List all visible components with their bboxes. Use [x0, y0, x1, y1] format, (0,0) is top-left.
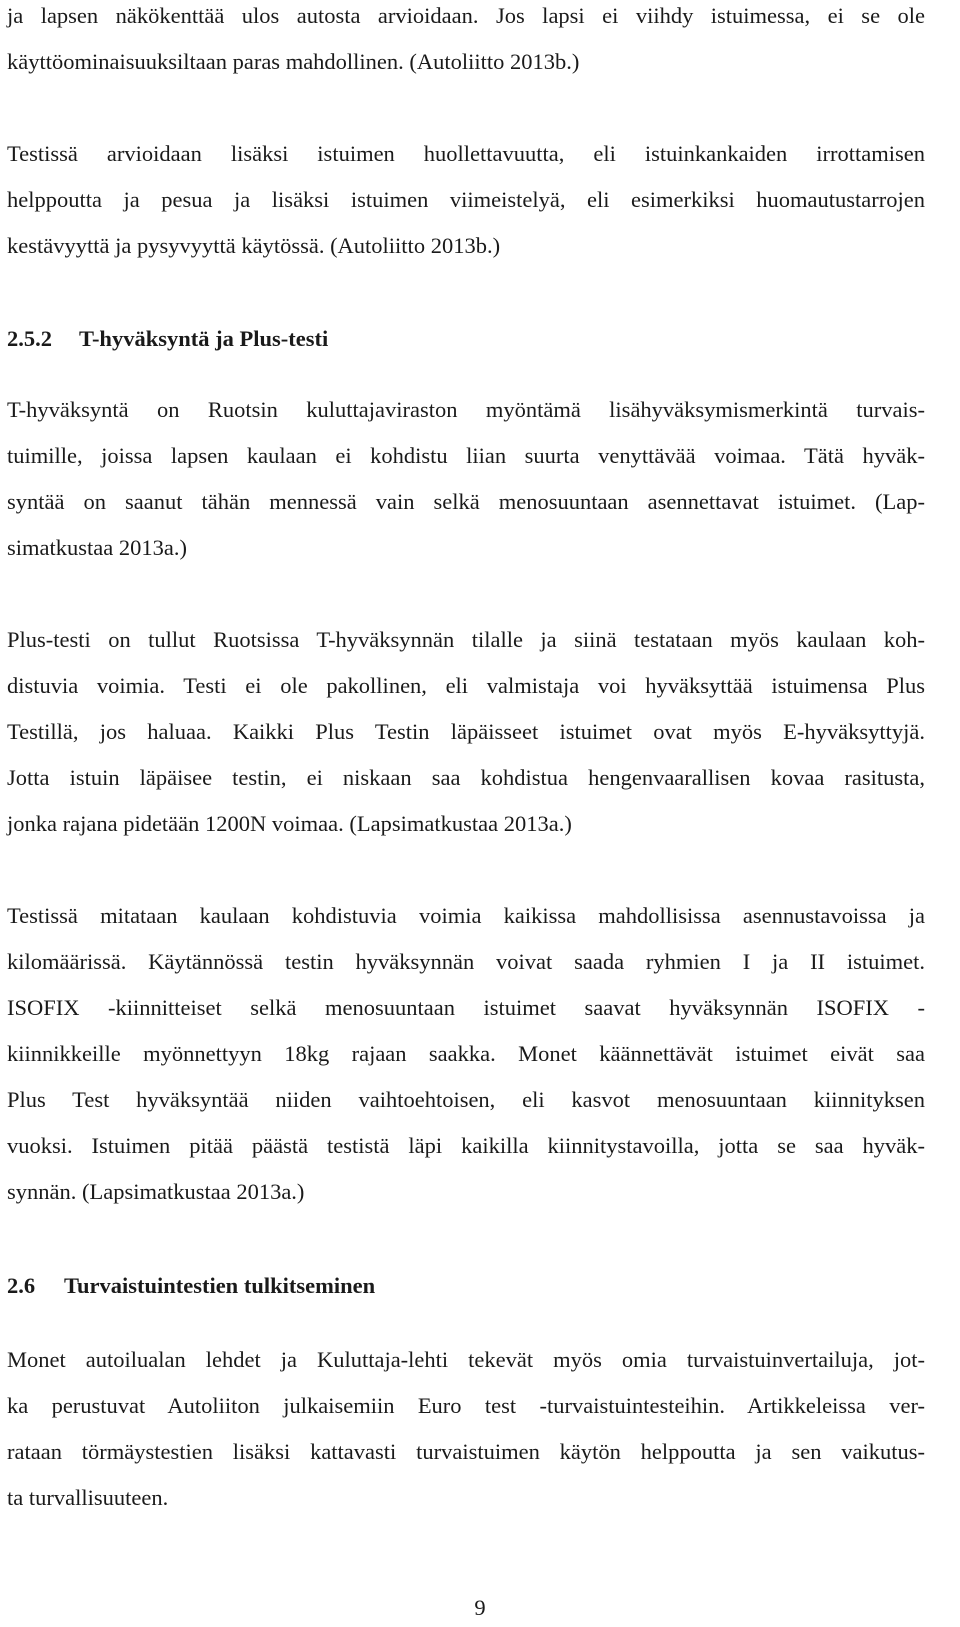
section-number: 2.5.2 — [7, 326, 52, 351]
text-line: ja lapsen näkökenttää ulos autosta arvioidaan. Jos lapsi ei viihdy istuimessa, ei se ole — [7, 3, 925, 28]
section-title: T-hyväksyntä ja Plus-testi — [79, 326, 329, 351]
text-line: kestävyyttä ja pysyvyyttä käytössä. (Autoliitto 2013b.) — [7, 233, 501, 258]
text-line: distuvia voimia. Testi ei ole pakollinen, eli valmistaja voi hyväksyttää istuimensa Plus — [7, 673, 925, 698]
text-line: kiinnikkeille myönnettyyn 18kg rajaan saakka. Monet käännettävät istuimet eivät saa — [7, 1041, 925, 1066]
text-line: kilomäärissä. Käytännössä testin hyväksynnän voivat saada ryhmien I ja II istuimet. — [7, 949, 925, 974]
text-line: ISOFIX -kiinnitteiset selkä menosuuntaan istuimet saavat hyväksynnän ISOFIX - — [7, 995, 925, 1020]
text-line: T-hyväksyntä on Ruotsin kuluttajaviraston myöntämä lisähyväksymismerkintä turvais- — [7, 397, 925, 422]
section-heading-2-5-2 — [7, 328, 328, 351]
text-line: Plus Test hyväksyntää niiden vaihtoehtoisen, eli kasvot menosuuntaan kiinnityksen — [7, 1087, 925, 1112]
text-line: käyttöominaisuuksiltaan paras mahdollinen. (Autoliitto 2013b.) — [7, 49, 580, 74]
text-line: synnän. (Lapsimatkustaa 2013a.) — [7, 1179, 305, 1204]
text-line: Plus-testi on tullut Ruotsissa T-hyväksynnän tilalle ja siinä testataan myös kaulaan koh- — [7, 627, 925, 652]
text-line: rataan törmäystestien lisäksi kattavasti turvaistuimen käytön helppoutta ja sen vaikutus- — [7, 1439, 925, 1464]
text-line: Monet autoilualan lehdet ja Kuluttaja-lehti tekevät myös omia turvaistuinvertailuja, jot- — [7, 1347, 925, 1372]
text-line: Testissä mitataan kaulaan kohdistuvia voimia kaikissa mahdollisissa asennustavoissa ja — [7, 903, 925, 928]
page-number: 9 — [474, 1595, 486, 1620]
section-number: 2.6 — [7, 1273, 36, 1298]
text-line: helppoutta ja pesua ja lisäksi istuimen viimeistelyä, eli esimerkiksi huomautustarrojen — [7, 187, 925, 212]
text-line: ka perustuvat Autoliiton julkaisemiin Euro test -turvaistuintesteihin. Artikkeleissa ver- — [7, 1393, 925, 1418]
text-line: Testillä, jos haluaa. Kaikki Plus Testin läpäisseet istuimet ovat myös E-hyväksyttyjä. — [7, 719, 925, 744]
text-line: ta turvallisuuteen. — [7, 1485, 169, 1510]
section-title: Turvaistuintestien tulkitseminen — [64, 1273, 376, 1298]
text-line: syntää on saanut tähän mennessä vain selkä menosuuntaan asennettavat istuimet. (Lap- — [7, 489, 925, 514]
text-line: vuoksi. Istuimen pitää päästä testistä läpi kaikilla kiinnitystavoilla, jotta se saa hyväk- — [7, 1133, 925, 1158]
text-line: jonka rajana pidetään 1200N voimaa. (Lapsimatkustaa 2013a.) — [7, 811, 572, 836]
text-line: Jotta istuin läpäisee testin, ei niskaan saa kohdistua hengenvaarallisen kovaa rasitusta, — [7, 765, 925, 790]
text-line: tuimille, joissa lapsen kaulaan ei kohdistu liian suurta venyttävää voimaa. Tätä hyväk- — [7, 443, 925, 468]
text-line: simatkustaa 2013a.) — [7, 535, 187, 560]
section-heading-2-6 — [7, 1275, 375, 1298]
text-line: Testissä arvioidaan lisäksi istuimen huollettavuutta, eli istuinkankaiden irrottamisen — [7, 141, 925, 166]
